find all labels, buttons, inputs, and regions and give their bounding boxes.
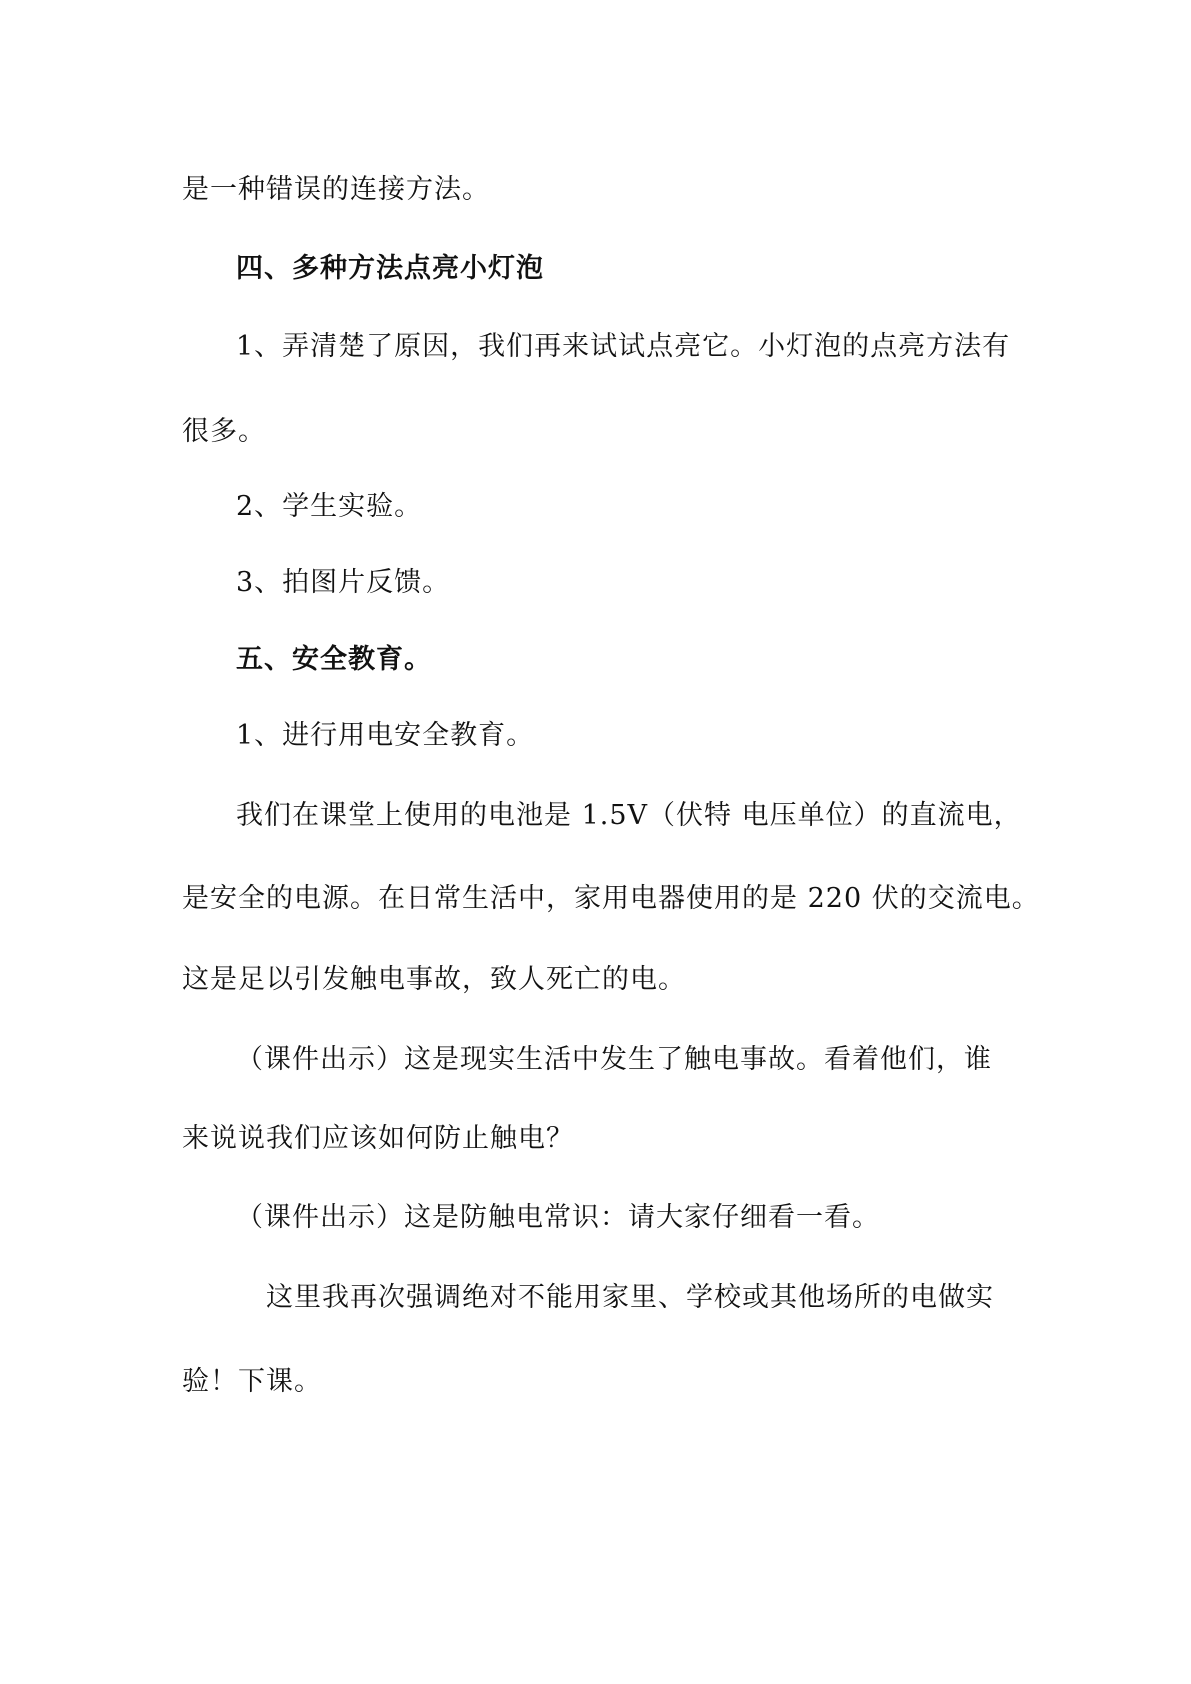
paragraph-line: 验！下课。	[182, 1366, 322, 1397]
paragraph-line: 1、弄清楚了原因，我们再来试试点亮它。小灯泡的点亮方法有	[236, 331, 1011, 362]
list-item: 2、学生实验。	[236, 491, 423, 522]
paragraph-line: 这里我再次强调绝对不能用家里、学校或其他场所的电做实	[266, 1282, 994, 1313]
paragraph-line: 是一种错误的连接方法。	[182, 174, 490, 205]
paragraph-line: （课件出示）这是现实生活中发生了触电事故。看着他们，谁	[236, 1044, 992, 1075]
paragraph-line: 是安全的电源。在日常生活中，家用电器使用的是 220 伏的交流电。	[182, 883, 1040, 914]
section-heading-5: 五、安全教育。	[236, 644, 432, 675]
list-item: 3、拍图片反馈。	[236, 567, 451, 598]
paragraph-line: 很多。	[182, 416, 266, 447]
paragraph-line: （课件出示）这是防触电常识：请大家仔细看一看。	[236, 1202, 880, 1233]
section-heading-4: 四、多种方法点亮小灯泡	[236, 253, 544, 284]
paragraph-line: 来说说我们应该如何防止触电？	[182, 1123, 574, 1154]
paragraph-line: 我们在课堂上使用的电池是 1.5V（伏特 电压单位）的直流电，	[236, 800, 1022, 831]
paragraph-line: 这是足以引发触电事故，致人死亡的电。	[182, 964, 686, 995]
list-item: 1、进行用电安全教育。	[236, 720, 535, 751]
